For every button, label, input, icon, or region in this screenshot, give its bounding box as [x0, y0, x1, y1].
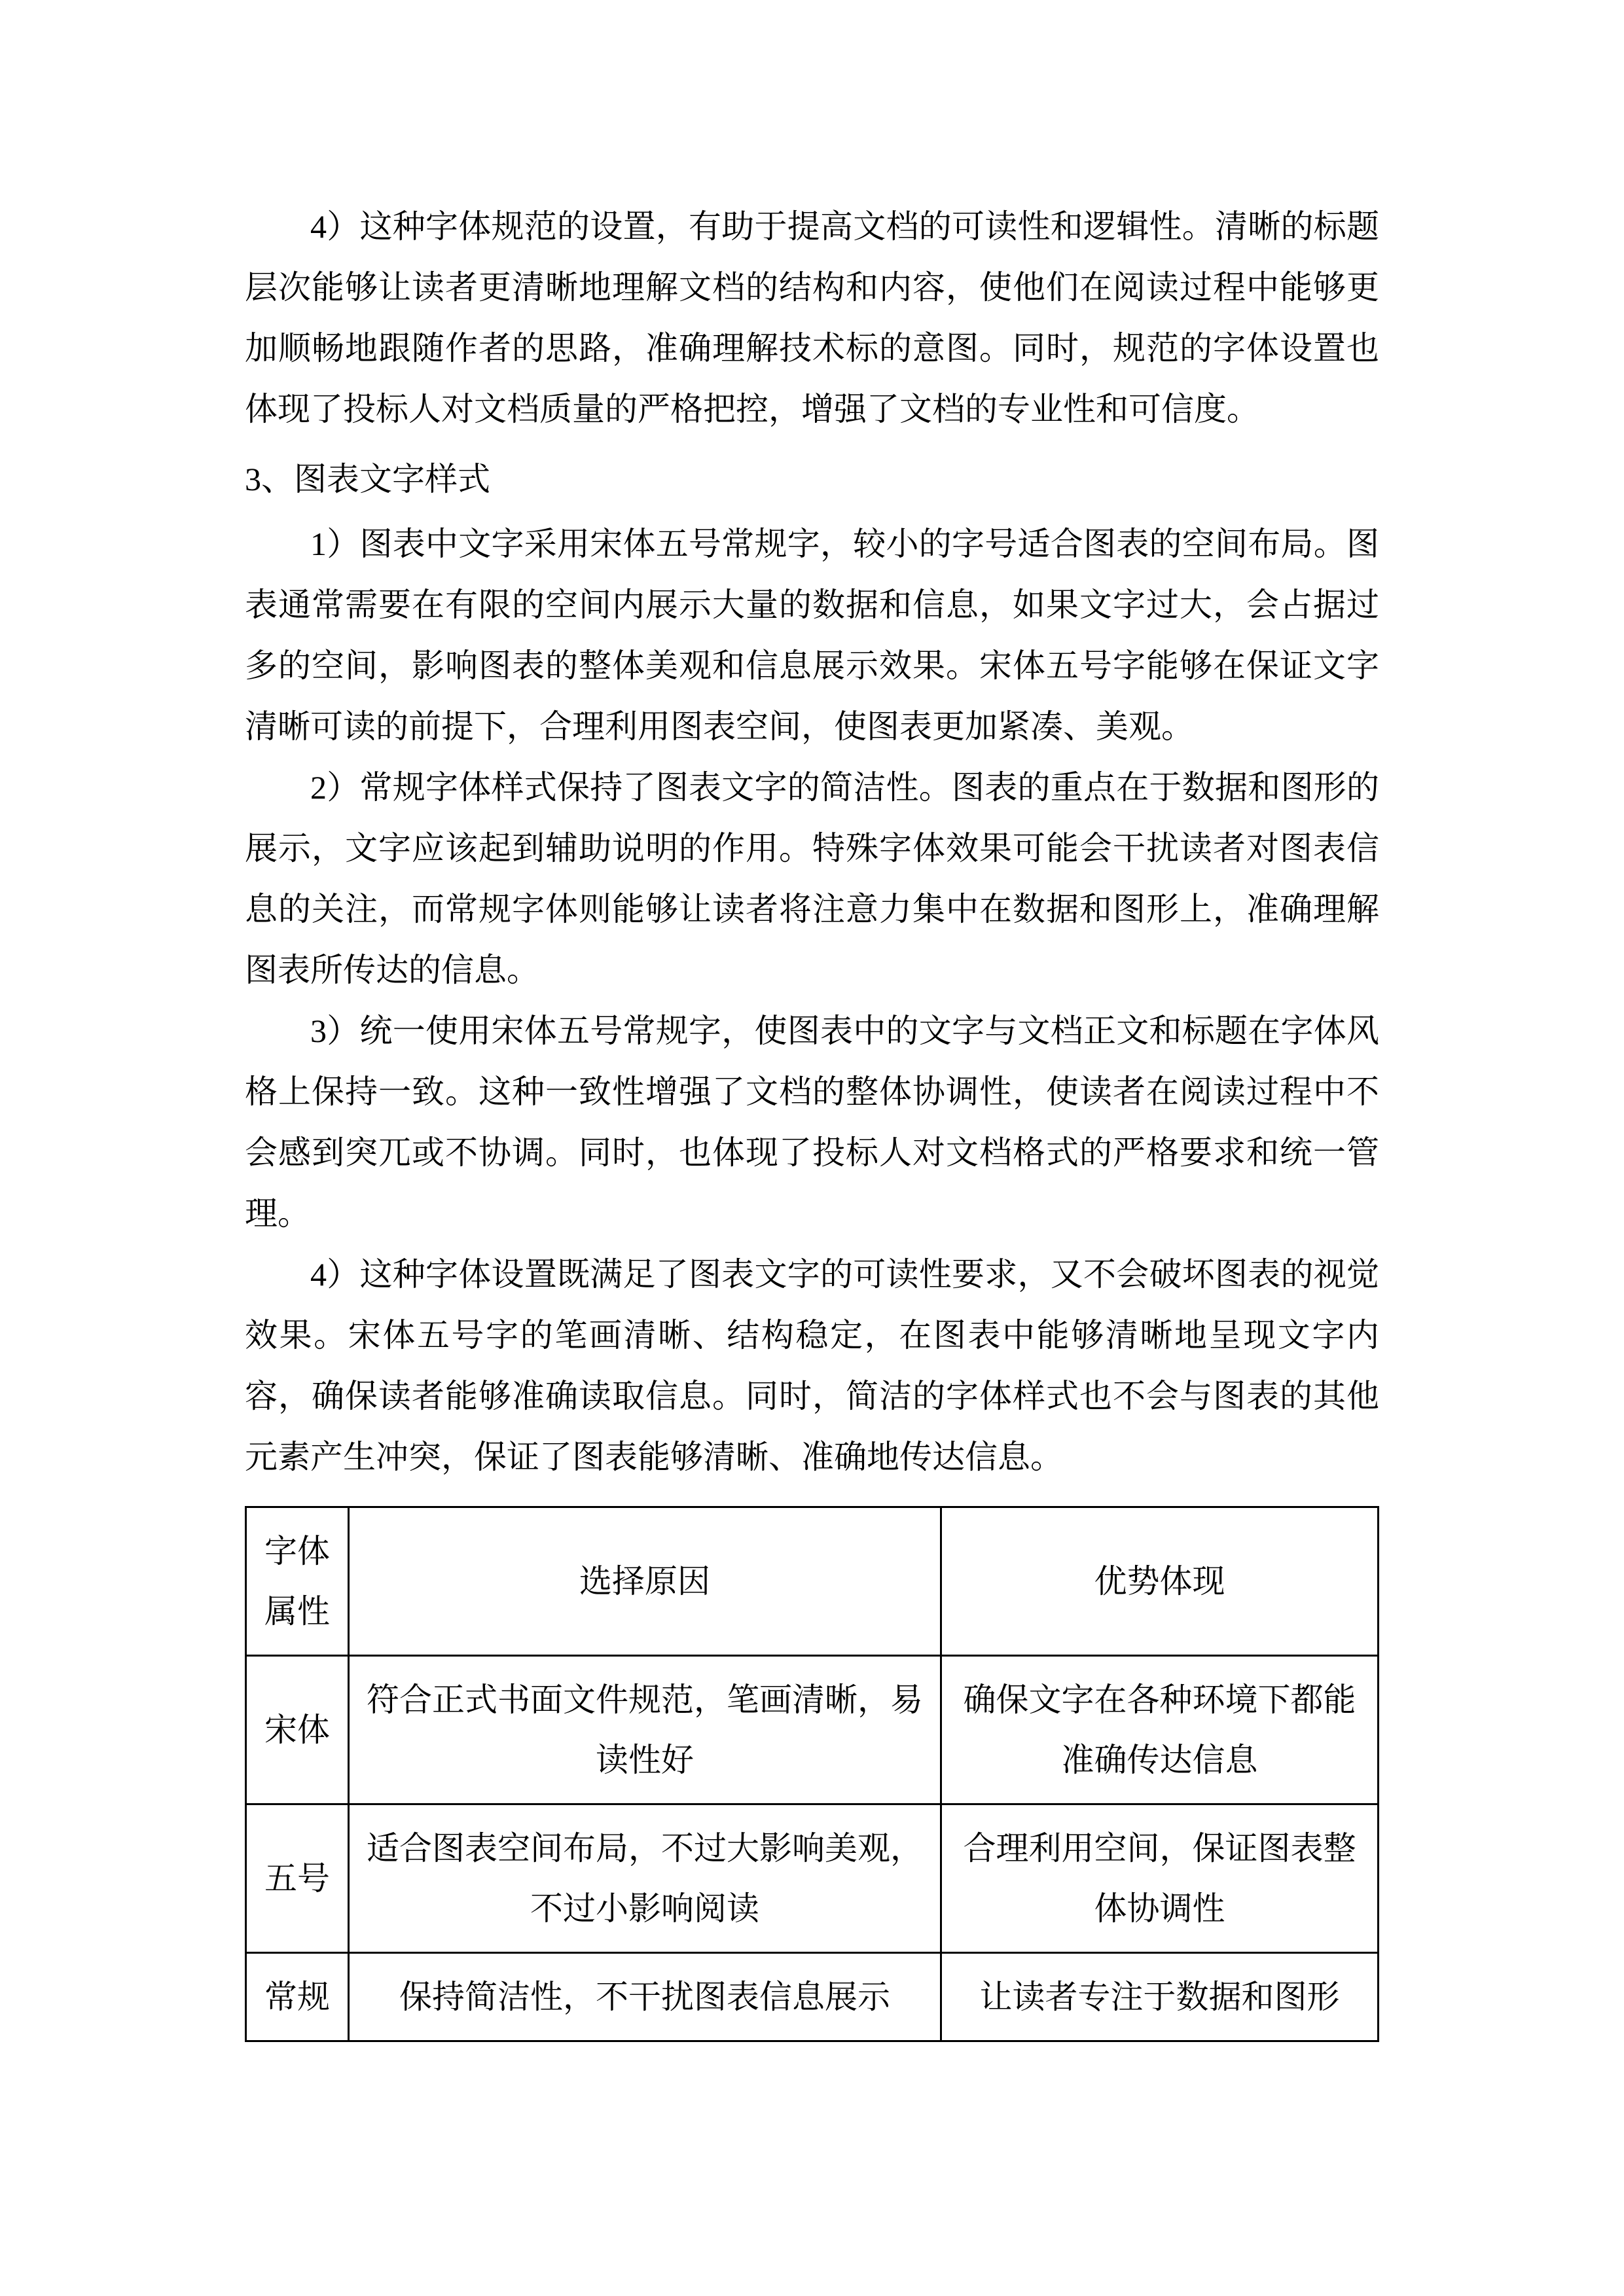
paragraph-point-3: 3）统一使用宋体五号常规字，使图表中的文字与文档正文和标题在字体风格上保持一致。这种一致性增强了文档的整体协调性，使读者在阅读过程中不会感到突兀或不协调。同时，也体现了投标人对文档格式的严格要求和统一管理。 [245, 1013, 1379, 1232]
paragraph-intro-4: 4）这种字体规范的设置，有助于提高文档的可读性和逻辑性。清晰的标题层次能够让读者更清晰地理解文档的结构和内容，使他们在阅读过程中能够更加顺畅地跟随作者的思路，准确理解技术标的意图。同时，规范的字体设置也体现了投标人对文档质量的严格把控，增强了文档的专业性和可信度。 [245, 208, 1379, 427]
table-cell-advantage: 确保文字在各种环境下都能准确传达信息 [941, 1656, 1379, 1804]
table-header-row [246, 1507, 1379, 1656]
table-cell-attribute: 五号 [246, 1804, 349, 1953]
table-row-wuhao [246, 1804, 1379, 1953]
table-header-advantage: 优势体现 [941, 1507, 1379, 1656]
paragraph-point-2: 2）常规字体样式保持了图表文字的简洁性。图表的重点在于数据和图形的展示，文字应该起到辅助说明的作用。特殊字体效果可能会干扰读者对图表信息的关注，而常规字体则能够让读者将注意力集中在数据和图形上，准确理解图表所传达的信息。 [245, 769, 1379, 988]
section-heading-chart-text-style: 3、图表文字样式 [245, 461, 490, 497]
paragraph-point-1: 1）图表中文字采用宋体五号常规字，较小的字号适合图表的空间布局。图表通常需要在有限的空间内展示大量的数据和信息，如果文字过大，会占据过多的空间，影响图表的整体美观和信息展示效果。宋体五号字能够在保证文字清晰可读的前提下，合理利用图表空间，使图表更加紧凑、美观。 [245, 526, 1379, 745]
table-row-songti [246, 1656, 1379, 1804]
table-cell-attribute: 宋体 [246, 1656, 349, 1804]
table-header-selection-reason: 选择原因 [349, 1507, 941, 1656]
table-row-changgui [246, 1953, 1379, 2041]
table-cell-reason: 适合图表空间布局，不过大影响美观，不过小影响阅读 [349, 1804, 941, 1953]
font-attribute-table [245, 1506, 1379, 2042]
table-cell-advantage: 让读者专注于数据和图形 [941, 1953, 1379, 2041]
table-header-font-attribute: 字体属性 [246, 1507, 349, 1656]
table-cell-reason: 符合正式书面文件规范，笔画清晰，易读性好 [349, 1656, 941, 1804]
table-cell-reason: 保持简洁性，不干扰图表信息展示 [349, 1953, 941, 2041]
paragraph-point-4: 4）这种字体设置既满足了图表文字的可读性要求，又不会破坏图表的视觉效果。宋体五号字的笔画清晰、结构稳定，在图表中能够清晰地呈现文字内容，确保读者能够准确读取信息。同时，简洁的字体样式也不会与图表的其他元素产生冲突，保证了图表能够清晰、准确地传达信息。 [245, 1256, 1379, 1475]
table-cell-advantage: 合理利用空间，保证图表整体协调性 [941, 1804, 1379, 1953]
table-cell-attribute: 常规 [246, 1953, 349, 2041]
